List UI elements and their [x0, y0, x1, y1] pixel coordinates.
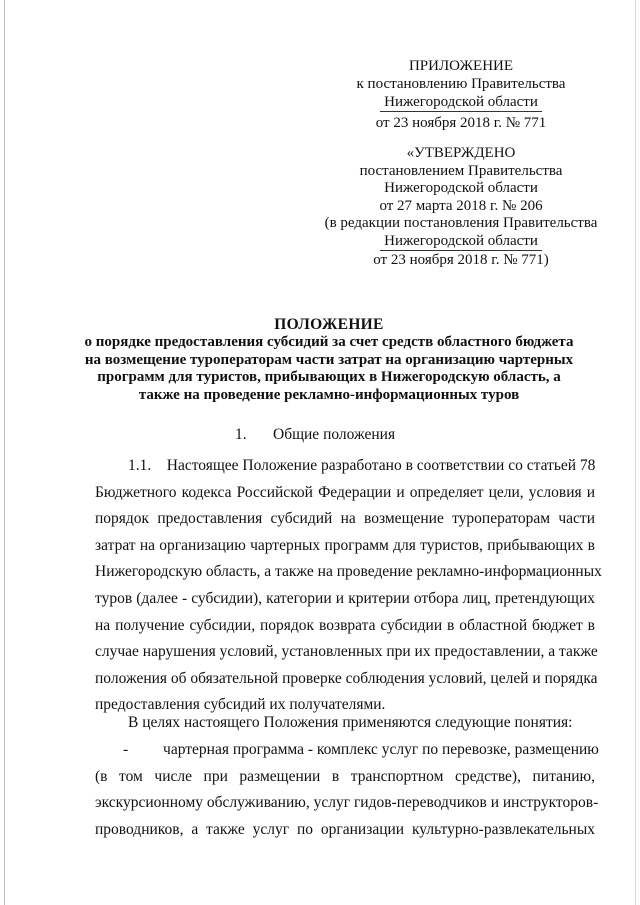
approved-line-6: от 23 ноября 2018 г. № 771) — [373, 252, 549, 268]
paragraph-line: случае нарушения условий, установленных при их предоставлении, а также — [95, 643, 598, 661]
approved-line-1: постановлением Правительства — [359, 162, 563, 179]
appendix-line-2: Нижегородской области — [380, 94, 542, 112]
document-title-line-4: также на проведение рекламно-информационных туров — [138, 387, 520, 404]
paragraph-line: положения об обязательной проверке соблюдения условий, целей и порядка — [95, 669, 598, 687]
document-title-line-3: программ для туристов, прибывающих в Нижегородскую область, а — [97, 369, 561, 386]
appendix-line-1: к постановлению Правительства — [356, 76, 566, 92]
appendix-line-3: от 23 ноября 2018 г. № 771 — [375, 115, 547, 131]
paragraph-line: 1.1. Настоящее Положение разработано в соответствии со статьей 78 — [128, 457, 596, 474]
approved-line-3: от 27 марта 2018 г. № 206 — [379, 197, 543, 214]
paragraph-line: затрат на организацию чартерных программ для туристов, прибывающих в — [95, 536, 595, 554]
document-title — [64, 316, 594, 405]
approved-line-4: (в редакции постановления Правительства — [324, 215, 598, 231]
paragraph-line: Нижегородскую область, а также на проведение рекламно-информационных — [95, 563, 602, 581]
section-title: Общие положения — [273, 426, 396, 443]
scan-edge-left — [4, 0, 5, 905]
paragraph-line: на получение субсидии, порядок возврата субсидии в областной бюджет в — [95, 616, 595, 634]
document-title-line-2: на возмещение туроператорам части затрат на организацию чартерных — [84, 351, 574, 368]
paragraph-line: порядок предоставления субсидий на возмещение туроператорам части — [95, 510, 595, 528]
paragraph-line: В целях настоящего Положения применяются следующие понятия: — [128, 714, 573, 731]
document-title-main: ПОЛОЖЕНИЕ — [274, 316, 384, 333]
approved-line-2: Нижегородской области — [384, 180, 538, 196]
paragraph-line: предоставления субсидий их получателями. — [95, 696, 386, 714]
approved-line-5: Нижегородской области — [380, 233, 542, 251]
paragraph-line: экскурсионному обслуживанию, услуг гидов-переводчиков и инструкторов- — [95, 794, 599, 812]
paragraph-line: туров (далее - субсидии), категории и критерии отбора лиц, претендующих — [95, 590, 595, 607]
paragraph-line: Бюджетного кодекса Российской Федерации и определяет цели, условия и — [95, 483, 595, 501]
scan-edge-right — [635, 0, 636, 905]
approved-title: «УТВЕРЖДЕНО — [406, 145, 516, 161]
section-number: 1. — [235, 426, 247, 443]
paragraph-line: (в том числе при размещении в транспортном средстве), питанию, — [95, 767, 595, 785]
paragraph-line: проводников, а также услуг по организации культурно-развлекательных — [95, 820, 595, 838]
paragraph-line: - чартерная программа - комплекс услуг по перевозке, размещению — [123, 741, 599, 758]
appendix-title: ПРИЛОЖЕНИЕ — [408, 58, 514, 74]
document-title-line-1: о порядке предоставления субсидий за счет средств областного бюджета — [84, 333, 574, 350]
